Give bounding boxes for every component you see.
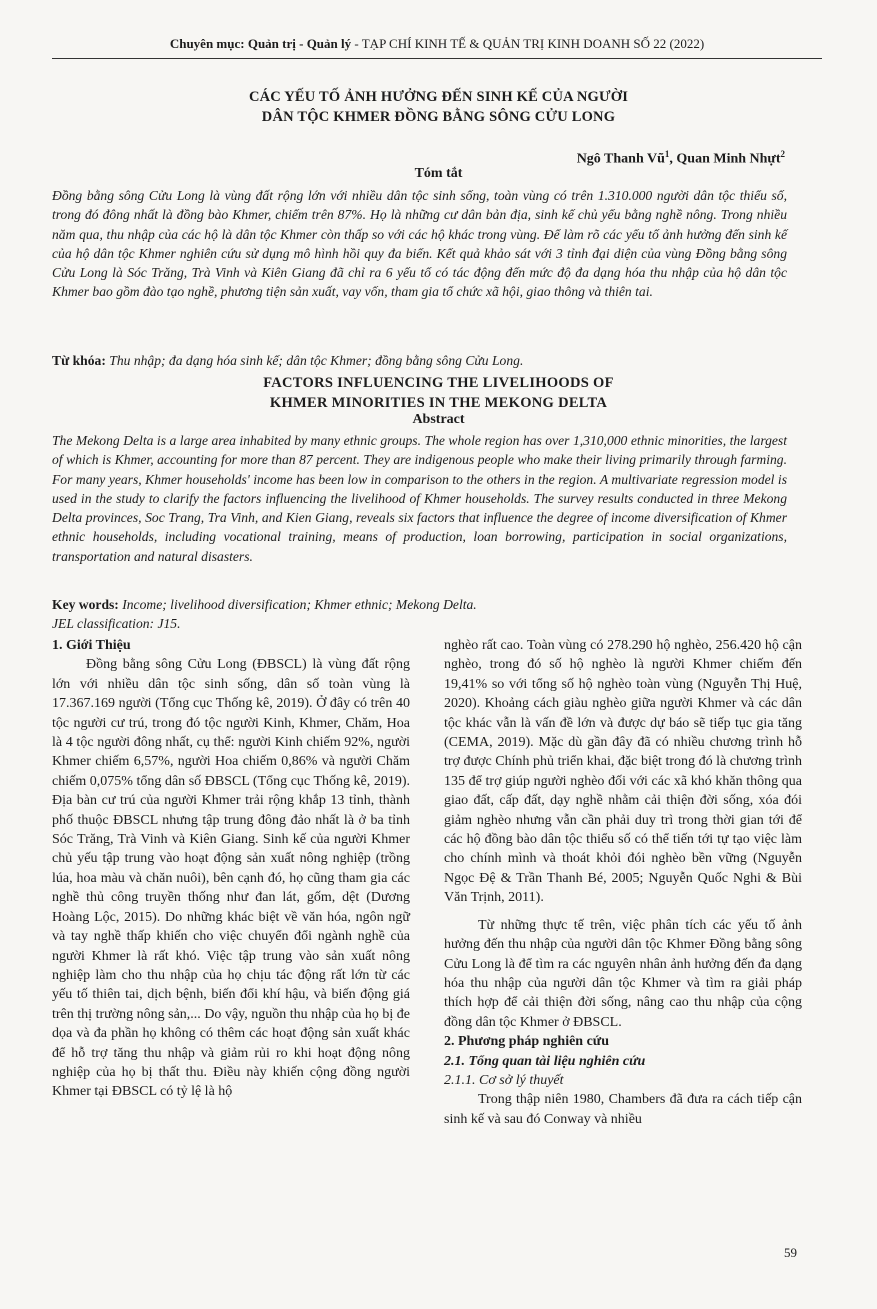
abstract-vi-text: Đồng bằng sông Cửu Long là vùng đất rộng lớn với nhiều dân tộc sinh sống, toàn vùng có trên 1.310.000 người dân tộc thiểu số, trong đó đông nhất là đồng bào Khmer, chiếm trên 87%. Họ là những cư dân bản địa, sinh kế chủ yếu bằng nghề nông. Trong nhiều năm qua, thu nhập của các hộ là dân tộc Khmer còn thấp so với các hộ khác trong vùng. Để làm rõ các yếu tố ảnh hưởng đến sinh kế của hộ dân tộc Khmer nghiên cứu sử dụng mô hình hồi quy đa biến. Kết quả khảo sát với 3 tỉnh đại diện của vùng Đồng bằng sông Cửu Long là Sóc Trăng, Trà Vinh và Kiên Giang đã chỉ ra 6 yếu tố có tác động đến mức độ đa dạng hóa thu nhập của hộ dân tộc Khmer bao gồm đào tạo nghề, phương tiện sản xuất, vay vốn, tham gia tổ chức xã hội, giao thông và thiên tai.	[52, 188, 787, 300]
author-2-affil: 2	[780, 149, 785, 159]
keywords-vi-list: Thu nhập; đa dạng hóa sinh kế; dân tộc Khmer; đồng bằng sông Cửu Long.	[109, 353, 524, 368]
right-paragraph-1: nghèo rất cao. Toàn vùng có 278.290 hộ nghèo, 256.420 hộ cận nghèo, trong đó số hộ nghèo là người Khmer chiếm đến 19,41% so với tổng số hộ nghèo toàn vùng (Nguyễn Thị Huệ, 2020). Khoảng cách giàu nghèo giữa người Khmer và các dân tộc khác vẫn là vấn đề lớn và được dự báo sẽ tiếp tục gia tăng (CEMA, 2019). Mặc dù gần đây đã có nhiều chương trình hỗ trợ được Chính phủ triển khai, đặc biệt trong đó là chương trình 135 để trợ giúp người nghèo đối với các xã khó khăn thông qua giao đất, cấp đất, dạy nghề nhằm cải thiện đời sống, xóa đói giảm nghèo nhưng vẫn cần phải duy trì trong thời gian tới để các hộ đồng bào dân tộc thiểu số có thể tiến tới tự tạo việc làm cho chính mình và thoát khỏi đói nghèo bền vững (Nguyễn Ngọc Đệ & Trần Thanh Bé, 2005; Nguyễn Quốc Nghi & Bùi Văn Trịnh, 2011).	[444, 638, 802, 906]
title-en-line2: KHMER MINORITIES IN THE MEKONG DELTA	[269, 395, 608, 411]
article-title-vi	[60, 87, 817, 127]
jel-classification: JEL classification: J15.	[52, 616, 181, 631]
right-column	[444, 636, 802, 1129]
section-label: Chuyên mục: Quản trị - Quản lý	[169, 36, 352, 51]
keywords-en-label: Key words:	[52, 597, 123, 612]
journal-name: - TẠP CHÍ KINH TẾ & QUẢN TRỊ KINH DOANH SỐ 22 (2022)	[351, 36, 705, 51]
author-1: Ngô Thanh Vũ	[576, 151, 665, 167]
keywords-en	[52, 595, 787, 614]
authors	[577, 149, 785, 168]
section-1-paragraph: Đồng bằng sông Cửu Long (ĐBSCL) là vùng đất rộng lớn với nhiều dân tộc sinh sống, dân số toàn vùng là 17.367.169 người (Tổng cục Thống kê, 2019). Ở đây có trên 40 tộc người cư trú, trong đó tộc người Kinh, Khmer, Chăm, Hoa là 4 tộc người đông nhất, cụ thể: người Kinh chiếm 92%, người Khmer chiếm 6,57%, người Hoa chiếm 0,86% và người Chăm chiếm 0,075% tổng dân số ĐBSCL (Tổng cục Thống kê, 2019). Địa bàn cư trú của người Khmer trải rộng khắp 13 tỉnh, thành phố thuộc ĐBSCL nhưng tập trung đông đảo nhất là ở ba tỉnh Sóc Trăng, Trà Vinh và Kiên Giang. Sinh kế của người Khmer chủ yếu tập trung vào hoạt động sản xuất nông nghiệp (trồng lúa, hoa màu và chăn nuôi), bên cạnh đó, họ cũng tham gia các nghề thủ công truyền thống như đan lát, gốm, dệt (Dương Hoàng Lộc, 2015). Do những khác biệt về văn hóa, ngôn ngữ và tay nghề thấp khiến cho việc chuyển đổi ngành nghề của người Khmer là rất khó. Việc tập trung vào sản xuất nông nghiệp làm cho thu nhập của họ chịu tác động rất lớn từ các yếu tố thiên tai, dịch bệnh, biến đổi khí hậu, và biến động giá trên thị trường nông sản,... Do vậy, nguồn thu nhập của họ bị đe dọa và đa phần họ không có thêm các hoạt động sản xuất khác để hỗ trợ tăng thu nhập và giảm rủi ro khi hoạt động nông nghiệp của họ bị thất thu. Điều này khiến cộng đồng người Khmer tại ĐBSCL có tỷ lệ là hộ	[52, 657, 410, 1100]
section-2-heading: 2. Phương pháp nghiên cứu	[444, 1034, 609, 1050]
keywords-vi	[52, 351, 787, 370]
article-title-en	[60, 373, 817, 413]
right-paragraph-3: Trong thập niên 1980, Chambers đã đưa ra cách tiếp cận sinh kế và sau đó Conway và nhiều	[444, 1092, 802, 1127]
author-1-affil: 1	[664, 149, 670, 159]
header-rule	[52, 58, 822, 59]
title-vi-line1: CÁC YẾU TỐ ẢNH HƯỞNG ĐẾN SINH KẾ CỦA NGƯỜI	[248, 89, 629, 105]
section-2-1-heading: 2.1. Tổng quan tài liệu nghiên cứu	[444, 1053, 646, 1069]
keywords-en-list: Income; livelihood diversification; Khmer ethnic; Mekong Delta.	[122, 597, 477, 612]
title-en-line1: FACTORS INFLUENCING THE LIVELIHOODS OF	[263, 375, 614, 391]
left-column	[52, 636, 410, 1102]
author-separator: ,	[669, 151, 677, 167]
author-2: Quan Minh Nhựt	[676, 151, 781, 167]
right-paragraph-2: Từ những thực tế trên, việc phân tích các yếu tố ảnh hưởng đến thu nhập của người dân tộc Khmer Đồng bằng sông Cửu Long là để tìm ra các nguyên nhân ảnh hưởng đến đa dạng hóa thu nhập của người dân tộc Khmer và tìm ra giải pháp thích hợp để cải thiện đời sống, nâng cao thu nhập của cộng đồng dân tộc Khmer ở ĐBSCL.	[444, 917, 802, 1030]
abstract-en-heading: Abstract	[412, 412, 465, 427]
running-header	[52, 36, 822, 52]
page-number: 59	[784, 1245, 797, 1260]
abstract-vi-heading: Tóm tắt	[414, 166, 463, 181]
section-1-heading: 1. Giới Thiệu	[52, 638, 131, 653]
title-vi-line2: DÂN TỘC KHMER ĐỒNG BẰNG SÔNG CỬU LONG	[261, 109, 616, 125]
section-2-1-1-heading: 2.1.1. Cơ sở lý thuyết	[444, 1072, 564, 1088]
abstract-en-text: The Mekong Delta is a large area inhabited by many ethnic groups. The whole region has over 1,310,000 ethnic minorities, the largest of which is Khmer, accounting for more than 87 percent. They are indigenous people who make their living primarily through farming. For many years, Khmer households' income has been low in comparison to the others in the region. A multivariate regression model is used in the study to clarify the factors influencing the livelihood of Khmer households. The survey results conducted in three Mekong Delta provinces, Soc Trang, Tra Vinh, and Kien Giang, reveals six factors that influence the degree of income diversification of Khmer ethnic households, including vocational training, means of production, loan borrowing, participation in social organizations, transportation and natural disasters.	[52, 433, 787, 564]
keywords-vi-label: Từ khóa:	[52, 353, 110, 368]
